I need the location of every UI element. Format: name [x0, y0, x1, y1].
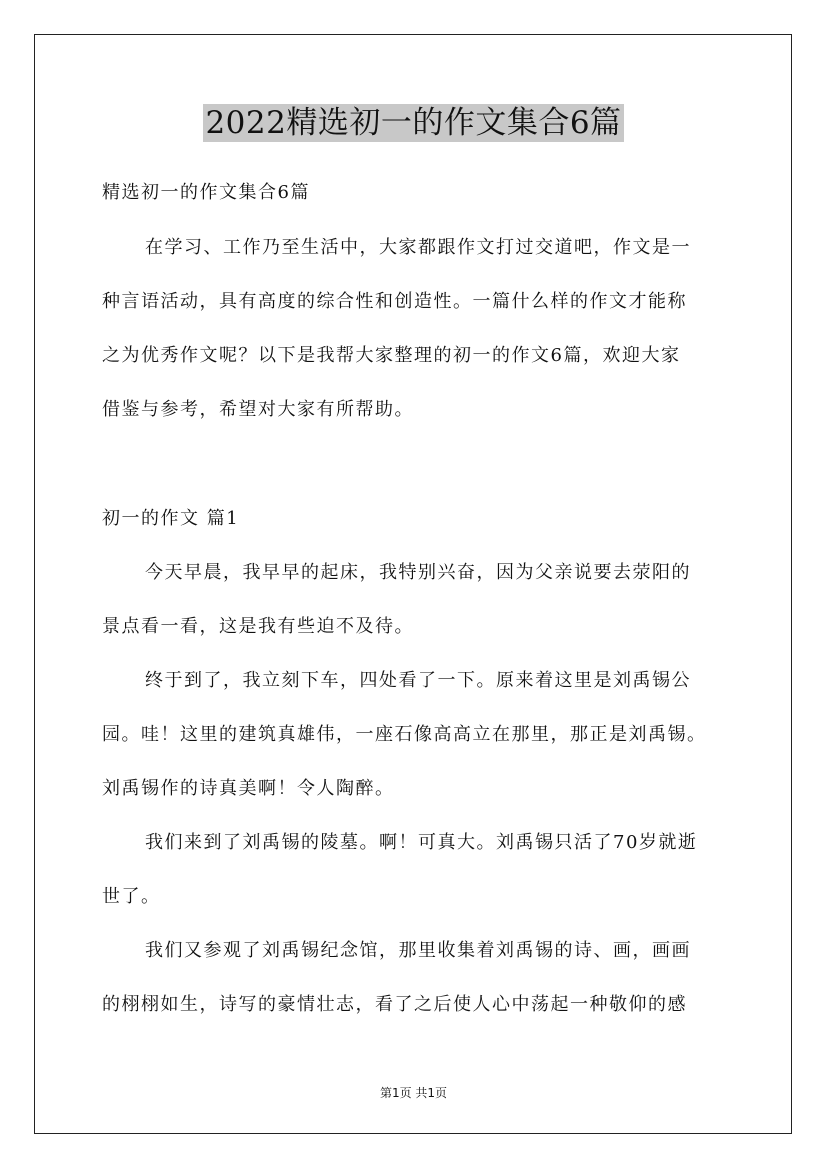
page-footer: 第1页 共1页 [379, 1086, 448, 1100]
body-line: 终于到了，我立刻下车，四处看了一下。原来着这里是刘禹锡公 [145, 670, 691, 691]
body-line: 刘禹锡作的诗真美啊！令人陶醉。 [102, 778, 395, 799]
title-area [0, 104, 827, 142]
intro-line: 之为优秀作文呢？以下是我帮大家整理的初一的作文6篇，欢迎大家 [102, 345, 681, 366]
body-line: 的栩栩如生，诗写的豪情壮志，看了之后使人心中荡起一种敬仰的感 [102, 994, 687, 1015]
body-line: 今天早晨，我早早的起床，我特别兴奋，因为父亲说要去荥阳的 [145, 562, 691, 583]
intro-line: 种言语活动，具有高度的综合性和创造性。一篇什么样的作文才能称 [102, 291, 687, 312]
intro-line: 借鉴与参考，希望对大家有所帮助。 [102, 399, 414, 420]
body-line: 景点看一看，这是我有些迫不及待。 [102, 616, 414, 637]
body-line: 世了。 [102, 886, 161, 907]
body-line: 我们来到了刘禹锡的陵墓。啊！可真大。刘禹锡只活了70岁就逝 [145, 832, 698, 853]
section-heading: 初一的作文 篇1 [102, 508, 240, 529]
document-subtitle: 精选初一的作文集合6篇 [102, 182, 310, 203]
document-title: 2022精选初一的作文集合6篇 [205, 105, 622, 141]
body-line: 园。哇！这里的建筑真雄伟，一座石像高高立在那里，那正是刘禹锡。 [102, 724, 707, 745]
intro-line: 在学习、工作乃至生活中，大家都跟作文打过交道吧，作文是一 [145, 237, 691, 258]
body-line: 我们又参观了刘禹锡纪念馆，那里收集着刘禹锡的诗、画，画画 [145, 940, 691, 961]
